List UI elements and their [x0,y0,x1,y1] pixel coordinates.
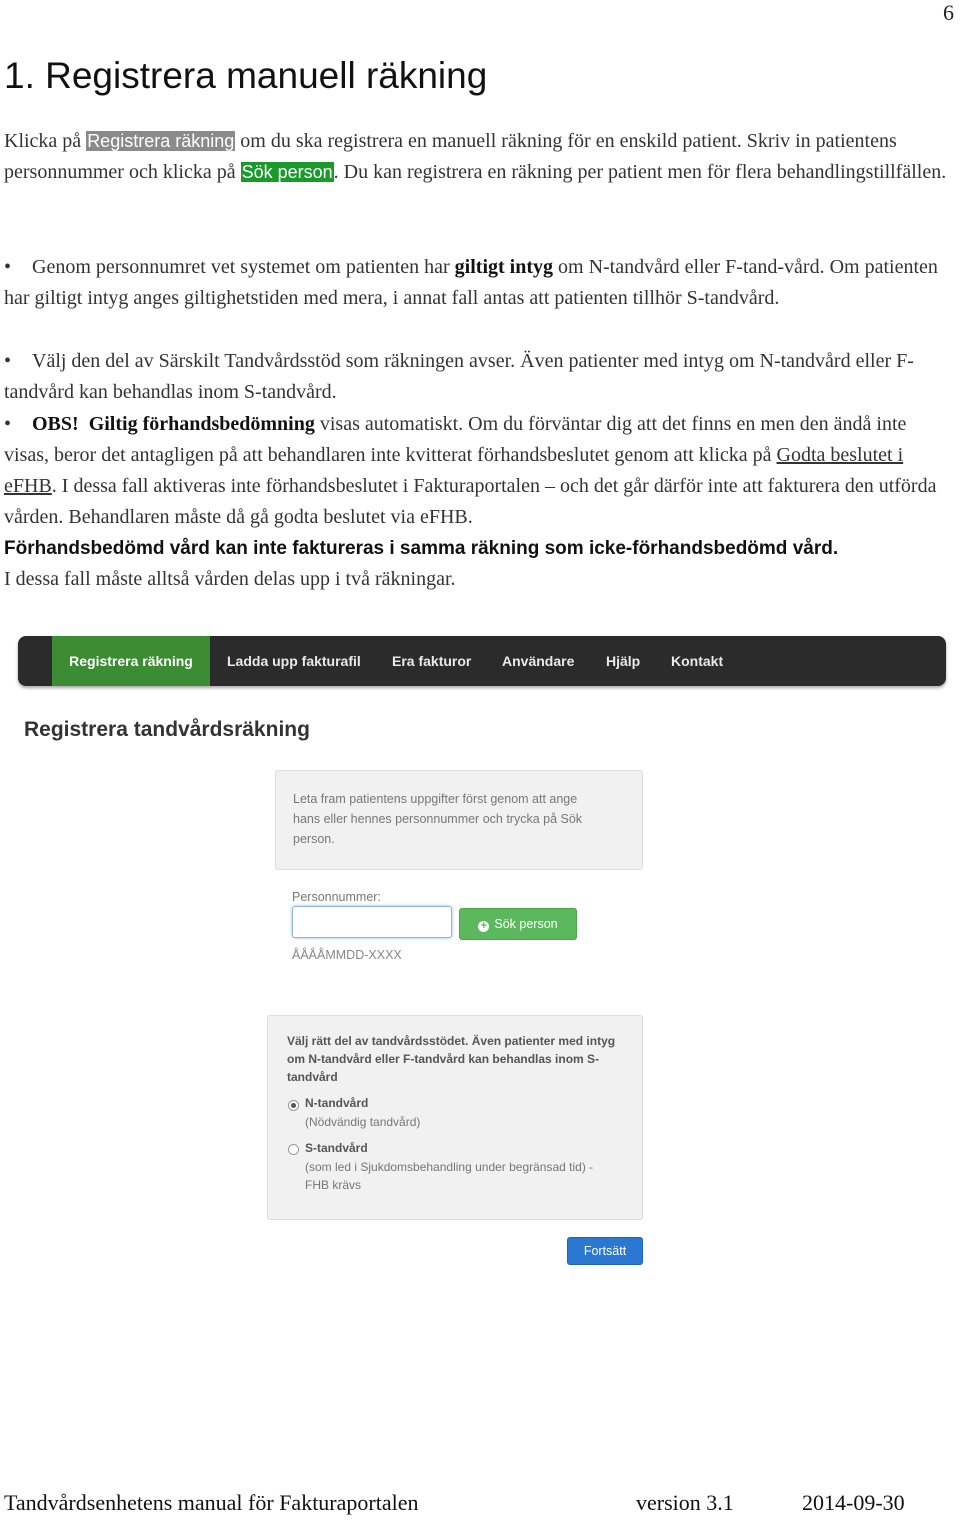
bullet-1-text-2: om N-tandvård eller F-tand-vård. Om patienten har giltigt intyg anges giltighetstiden med mera, i annat fall antas att patienten tillhör S-tandvård. [4,256,938,309]
option-n-tandvard-label: N-tandvård [305,1096,369,1110]
bullet-3-text-3: I dessa fall måste alltså vården delas upp i två räkningar. [4,568,456,590]
bullet-3-bold-2: Förhandsbedömd vård kan inte faktureras i samma räkning som icke-förhandsbedömd vård. [4,538,839,559]
radio-s-tandvard[interactable] [288,1144,299,1155]
info-text: Leta fram patientens uppgifter först genom att ange hans eller hennes personnummer och trycka på Sök person. [293,792,583,846]
intro-text-1: Klicka på [4,130,87,152]
bullet-1 [4,252,954,314]
nav-anvandare[interactable]: Användare [502,653,575,669]
top-navbar [18,636,946,686]
personnummer-label: Personnummer: [292,890,381,904]
nav-registrera-rakning[interactable]: Registrera räkning [52,636,210,686]
option-s-tandvard-sub: (som led i Sjukdomsbehandling under begränsad tid) - FHB krävs [305,1160,594,1192]
bullet-3-bold: Giltig förhandsbedömning [88,413,315,435]
registrera-rakning-highlight: Registrera räkning [87,131,235,151]
nav-kontakt[interactable]: Kontakt [671,653,724,669]
fortsatt-button[interactable]: Fortsätt [567,1237,643,1265]
personnummer-format-hint: ÅÅÅÅMMDD-XXXX [292,948,402,962]
tandvardsstod-panel [267,1015,643,1220]
bullet-icon: • [4,413,12,435]
page-footer [4,1490,960,1520]
bullet-3-text-2: . I dessa fall aktiveras inte förhandsbeslutet i Fakturaportalen – och det går därför inte att fakturera den utförda vården. Behandlaren måste då gå godta beslutet via eFHB. [4,475,937,528]
option-n-tandvard-sub: (Nödvändig tandvård) [305,1115,421,1129]
bullet-1-bold: giltigt intyg [454,256,554,278]
page-number: 6 [943,0,954,25]
intro-paragraph [4,126,954,188]
sok-person-highlight: Sök person [241,162,333,182]
bullet-3-text-1: visas automatiskt. Om du förväntar dig att det finns en men den ändå inte visas, beror det antagligen på att behandlaren inte kvitterat förhandsbeslutet genom att klicka på [4,413,907,466]
bullet-2 [4,346,954,408]
bullet-1-text-1: Genom personnumret vet systemet om patienten har [32,256,455,278]
intro-text-3: . Du kan registrera en räkning per patient men för flera behandlingstillfällen. [333,161,947,183]
option-s-tandvard-label: S-tandvård [305,1141,368,1155]
app-screenshot [18,636,946,1276]
nav-era-fakturor[interactable]: Era fakturor [392,653,472,669]
sok-person-button[interactable] [459,908,577,940]
bullet-icon: • [4,256,12,278]
footer-title: Tandvårdsenhetens manual för Fakturaportalen [4,1490,419,1515]
sok-person-label: Sök person [494,917,558,931]
nav-hjalp[interactable]: Hjälp [606,653,641,669]
footer-date: 2014-09-30 [802,1490,905,1515]
plus-icon: + [478,921,489,932]
radio-n-tandvard[interactable] [288,1100,299,1111]
intro-text-2: om du ska registrera en manuell räkning för en enskild patient. Skriv in patientens personnummer och klicka på [4,130,897,183]
choose-text: Välj rätt del av tandvårdsstödet. Även patienter med intyg om N-tandvård eller F-tandvård kan behandlas inom S-tandvård [287,1034,616,1084]
form-title: Registrera tandvårdsräkning [24,718,310,741]
godta-beslutet-link[interactable]: Godta beslutet i eFHB [4,444,904,497]
bullet-2-text: Välj den del av Särskilt Tandvårdsstöd som räkningen avser. Även patienter med intyg om N-tandvård eller F-tandvård kan behandlas inom S-tandvård. [4,350,914,403]
page-heading: 1. Registrera manuell räkning [4,55,488,96]
bullet-3 [4,409,954,595]
nav-ladda-upp-fakturafil[interactable]: Ladda upp fakturafil [227,653,361,669]
personnummer-input[interactable] [292,906,452,938]
info-panel [275,770,643,870]
footer-version: version 3.1 [636,1490,734,1515]
bullet-icon: • [4,350,12,372]
obs-label: OBS! [32,413,79,435]
